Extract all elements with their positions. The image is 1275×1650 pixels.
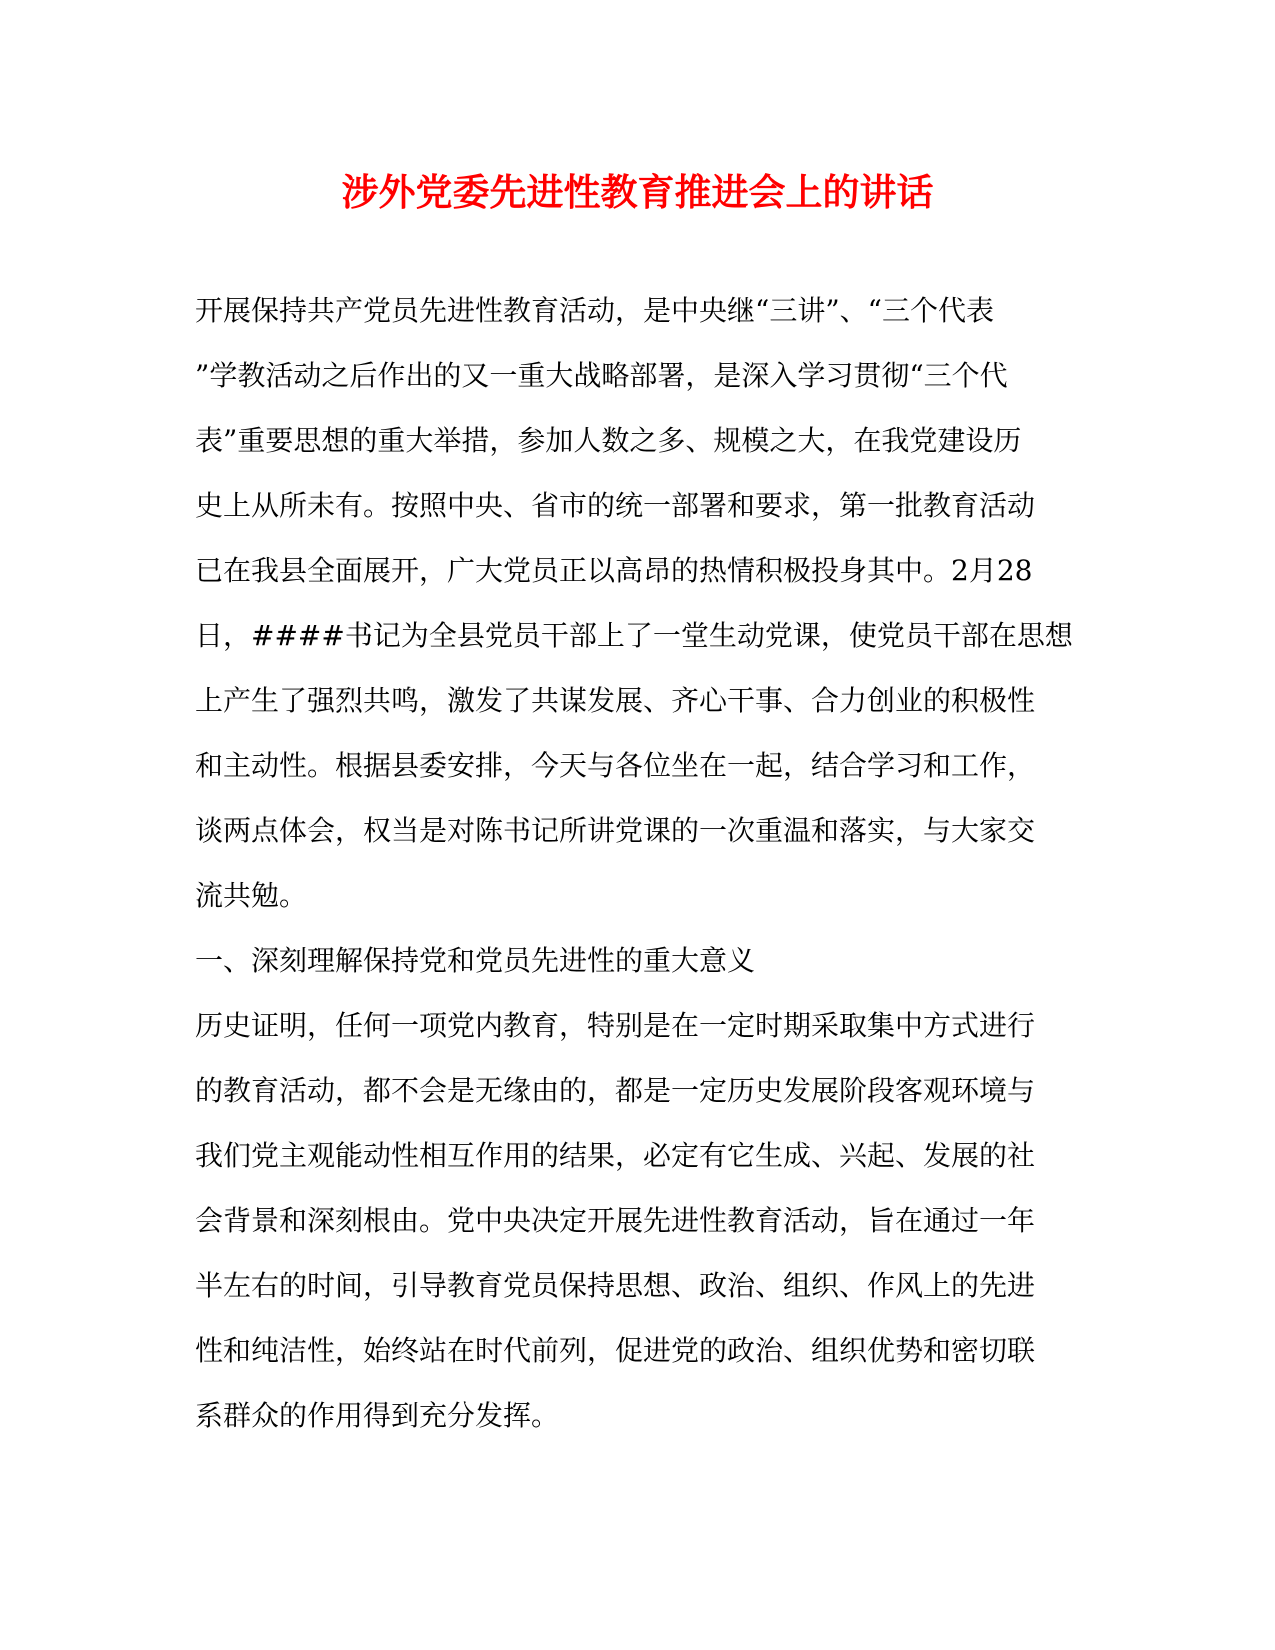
text-line: 开展保持共产党员先进性教育活动，是中央继“三讲”、“三个代表 xyxy=(195,294,994,327)
text-line: ”学教活动之后作出的又一重大战略部署，是深入学习贯彻“三个代 xyxy=(195,359,1008,392)
section-heading: 一、深刻理解保持党和党员先进性的重大意义 xyxy=(195,944,756,977)
text-line: 和主动性。根据县委安排，今天与各位坐在一起，结合学习和工作， xyxy=(195,749,1036,782)
text-line: 系群众的作用得到充分发挥。 xyxy=(195,1399,560,1432)
text-line: 谈两点体会，权当是对陈书记所讲党课的一次重温和落实，与大家交 xyxy=(195,814,1036,847)
text-line: 的教育活动，都不会是无缘由的，都是一定历史发展阶段客观环境与 xyxy=(195,1074,1036,1107)
document-body xyxy=(195,278,1075,1448)
document-title: 涉外党委先进性教育推进会上的讲话 xyxy=(341,170,934,214)
text-line: 历史证明，任何一项党内教育，特别是在一定时期采取集中方式进行 xyxy=(195,1009,1036,1042)
text-line: 表”重要思想的重大举措，参加人数之多、规模之大，在我党建设历 xyxy=(195,424,1022,457)
text-line: 我们党主观能动性相互作用的结果，必定有它生成、兴起、发展的社 xyxy=(195,1139,1036,1172)
text-line: 会背景和深刻根由。党中央决定开展先进性教育活动，旨在通过一年 xyxy=(195,1204,1036,1237)
text-line: 日，####书记为全县党员干部上了一堂生动党课，使党员干部在思想 xyxy=(195,619,1073,652)
text-line: 已在我县全面展开，广大党员正以高昂的热情积极投身其中。2月28 xyxy=(195,554,1033,587)
text-line: 半左右的时间，引导教育党员保持思想、政治、组织、作风上的先进 xyxy=(195,1269,1036,1302)
text-line: 流共勉。 xyxy=(195,879,308,912)
text-line: 性和纯洁性，始终站在时代前列，促进党的政治、组织优势和密切联 xyxy=(195,1334,1036,1367)
text-line: 史上从所未有。按照中央、省市的统一部署和要求，第一批教育活动 xyxy=(195,489,1036,522)
text-line: 上产生了强烈共鸣，激发了共谋发展、齐心干事、合力创业的积极性 xyxy=(195,684,1036,717)
